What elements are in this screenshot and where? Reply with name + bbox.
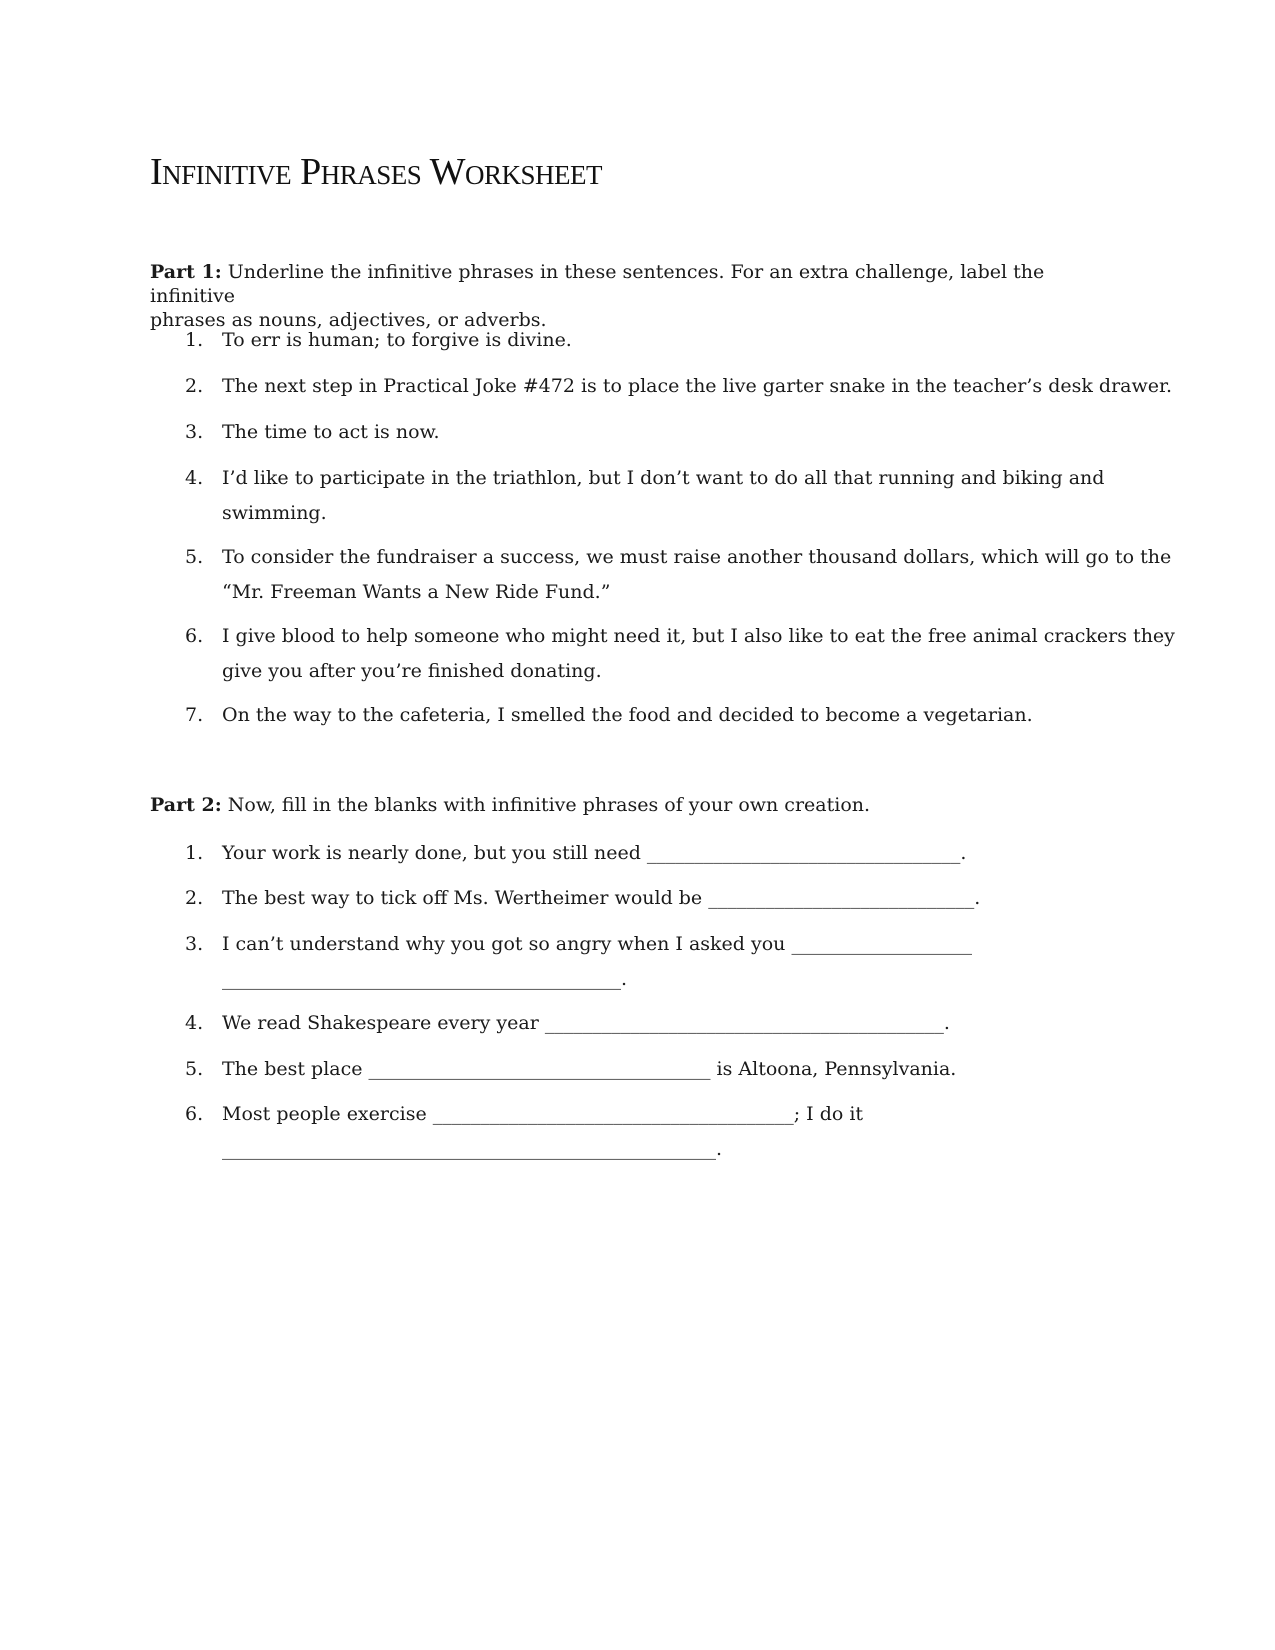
item-text: On the way to the cafeteria, I smelled the food and decided to become a vegetarian. xyxy=(222,704,1033,726)
part1-item-4 xyxy=(150,461,1130,531)
part2-item-4 xyxy=(150,1006,1130,1041)
item-number: 1. xyxy=(185,329,204,351)
item-number: 2. xyxy=(185,887,204,909)
item-line: swimming. xyxy=(222,502,327,524)
part1-item-7 xyxy=(150,698,1130,733)
part2-item-2 xyxy=(150,881,1130,916)
item-line: I give blood to help someone who might need it, but I also like to eat the free animal crackers they xyxy=(222,625,1175,647)
item-number: 3. xyxy=(185,933,204,955)
item-number: 6. xyxy=(185,1103,204,1125)
item-text xyxy=(222,461,1130,531)
item-line: ____________________________________________________. xyxy=(222,1138,723,1160)
item-line: “Mr. Freeman Wants a New Ride Fund.” xyxy=(222,581,611,603)
item-number: 1. xyxy=(185,842,204,864)
item-text xyxy=(222,619,1175,689)
part1-instructions-text: Underline the infinitive phrases in these sentences. For an extra challenge, label the infinitive xyxy=(150,261,1045,307)
part1-instructions-cont: phrases as nouns, adjectives, or adverbs. xyxy=(150,309,547,331)
item-text: We read Shakespeare every year __________________________________________. xyxy=(222,1012,950,1034)
item-text xyxy=(222,540,1171,610)
item-number: 4. xyxy=(185,1012,204,1034)
item-number: 2. xyxy=(185,375,204,397)
part1-label: Part 1: xyxy=(150,261,222,283)
item-text xyxy=(222,927,1130,997)
item-text: To err is human; to forgive is divine. xyxy=(222,329,572,351)
item-text: Your work is nearly done, but you still need _________________________________. xyxy=(222,842,967,864)
part1-item-1 xyxy=(150,323,1130,358)
item-number: 4. xyxy=(185,467,204,489)
part2-instructions xyxy=(150,793,1120,817)
part2-label: Part 2: xyxy=(150,794,222,816)
item-line: To consider the fundraiser a success, we must raise another thousand dollars, which will go to the xyxy=(222,546,1172,568)
part1-item-2 xyxy=(150,369,1173,404)
item-number: 5. xyxy=(185,1058,204,1080)
part1-instructions xyxy=(150,260,1120,332)
item-number: 6. xyxy=(185,625,204,647)
item-text: The best place ____________________________________ is Altoona, Pennsylvania. xyxy=(222,1058,957,1080)
part2-item-6 xyxy=(150,1097,1130,1167)
item-text: The time to act is now. xyxy=(222,421,440,443)
item-line: I’d like to participate in the triathlon, but I don’t want to do all that running and biking and xyxy=(222,467,1105,489)
item-text: The best way to tick off Ms. Wertheimer would be ____________________________. xyxy=(222,887,981,909)
part2-instructions-text: Now, fill in the blanks with infinitive phrases of your own creation. xyxy=(227,794,871,816)
part2-item-5 xyxy=(150,1052,1130,1087)
part2-item-1 xyxy=(150,836,1130,871)
part2-item-3 xyxy=(150,927,1130,997)
item-line: I can’t understand why you got so angry when I asked you ___________________ xyxy=(222,933,972,955)
item-line: give you after you’re finished donating. xyxy=(222,660,602,682)
worksheet-title: Infinitive Phrases Worksheet xyxy=(150,151,602,193)
part1-item-3 xyxy=(150,415,1130,450)
part1-item-5 xyxy=(150,540,1172,610)
part1-item-6 xyxy=(150,619,1175,689)
item-text xyxy=(222,1097,1130,1167)
item-number: 5. xyxy=(185,546,204,568)
item-line: __________________________________________. xyxy=(222,968,628,990)
item-number: 7. xyxy=(185,704,204,726)
item-text: The next step in Practical Joke #472 is to place the live garter snake in the teacher’s desk drawer. xyxy=(222,375,1173,397)
item-line: Most people exercise ______________________________________; I do it xyxy=(222,1103,864,1125)
item-number: 3. xyxy=(185,421,204,443)
